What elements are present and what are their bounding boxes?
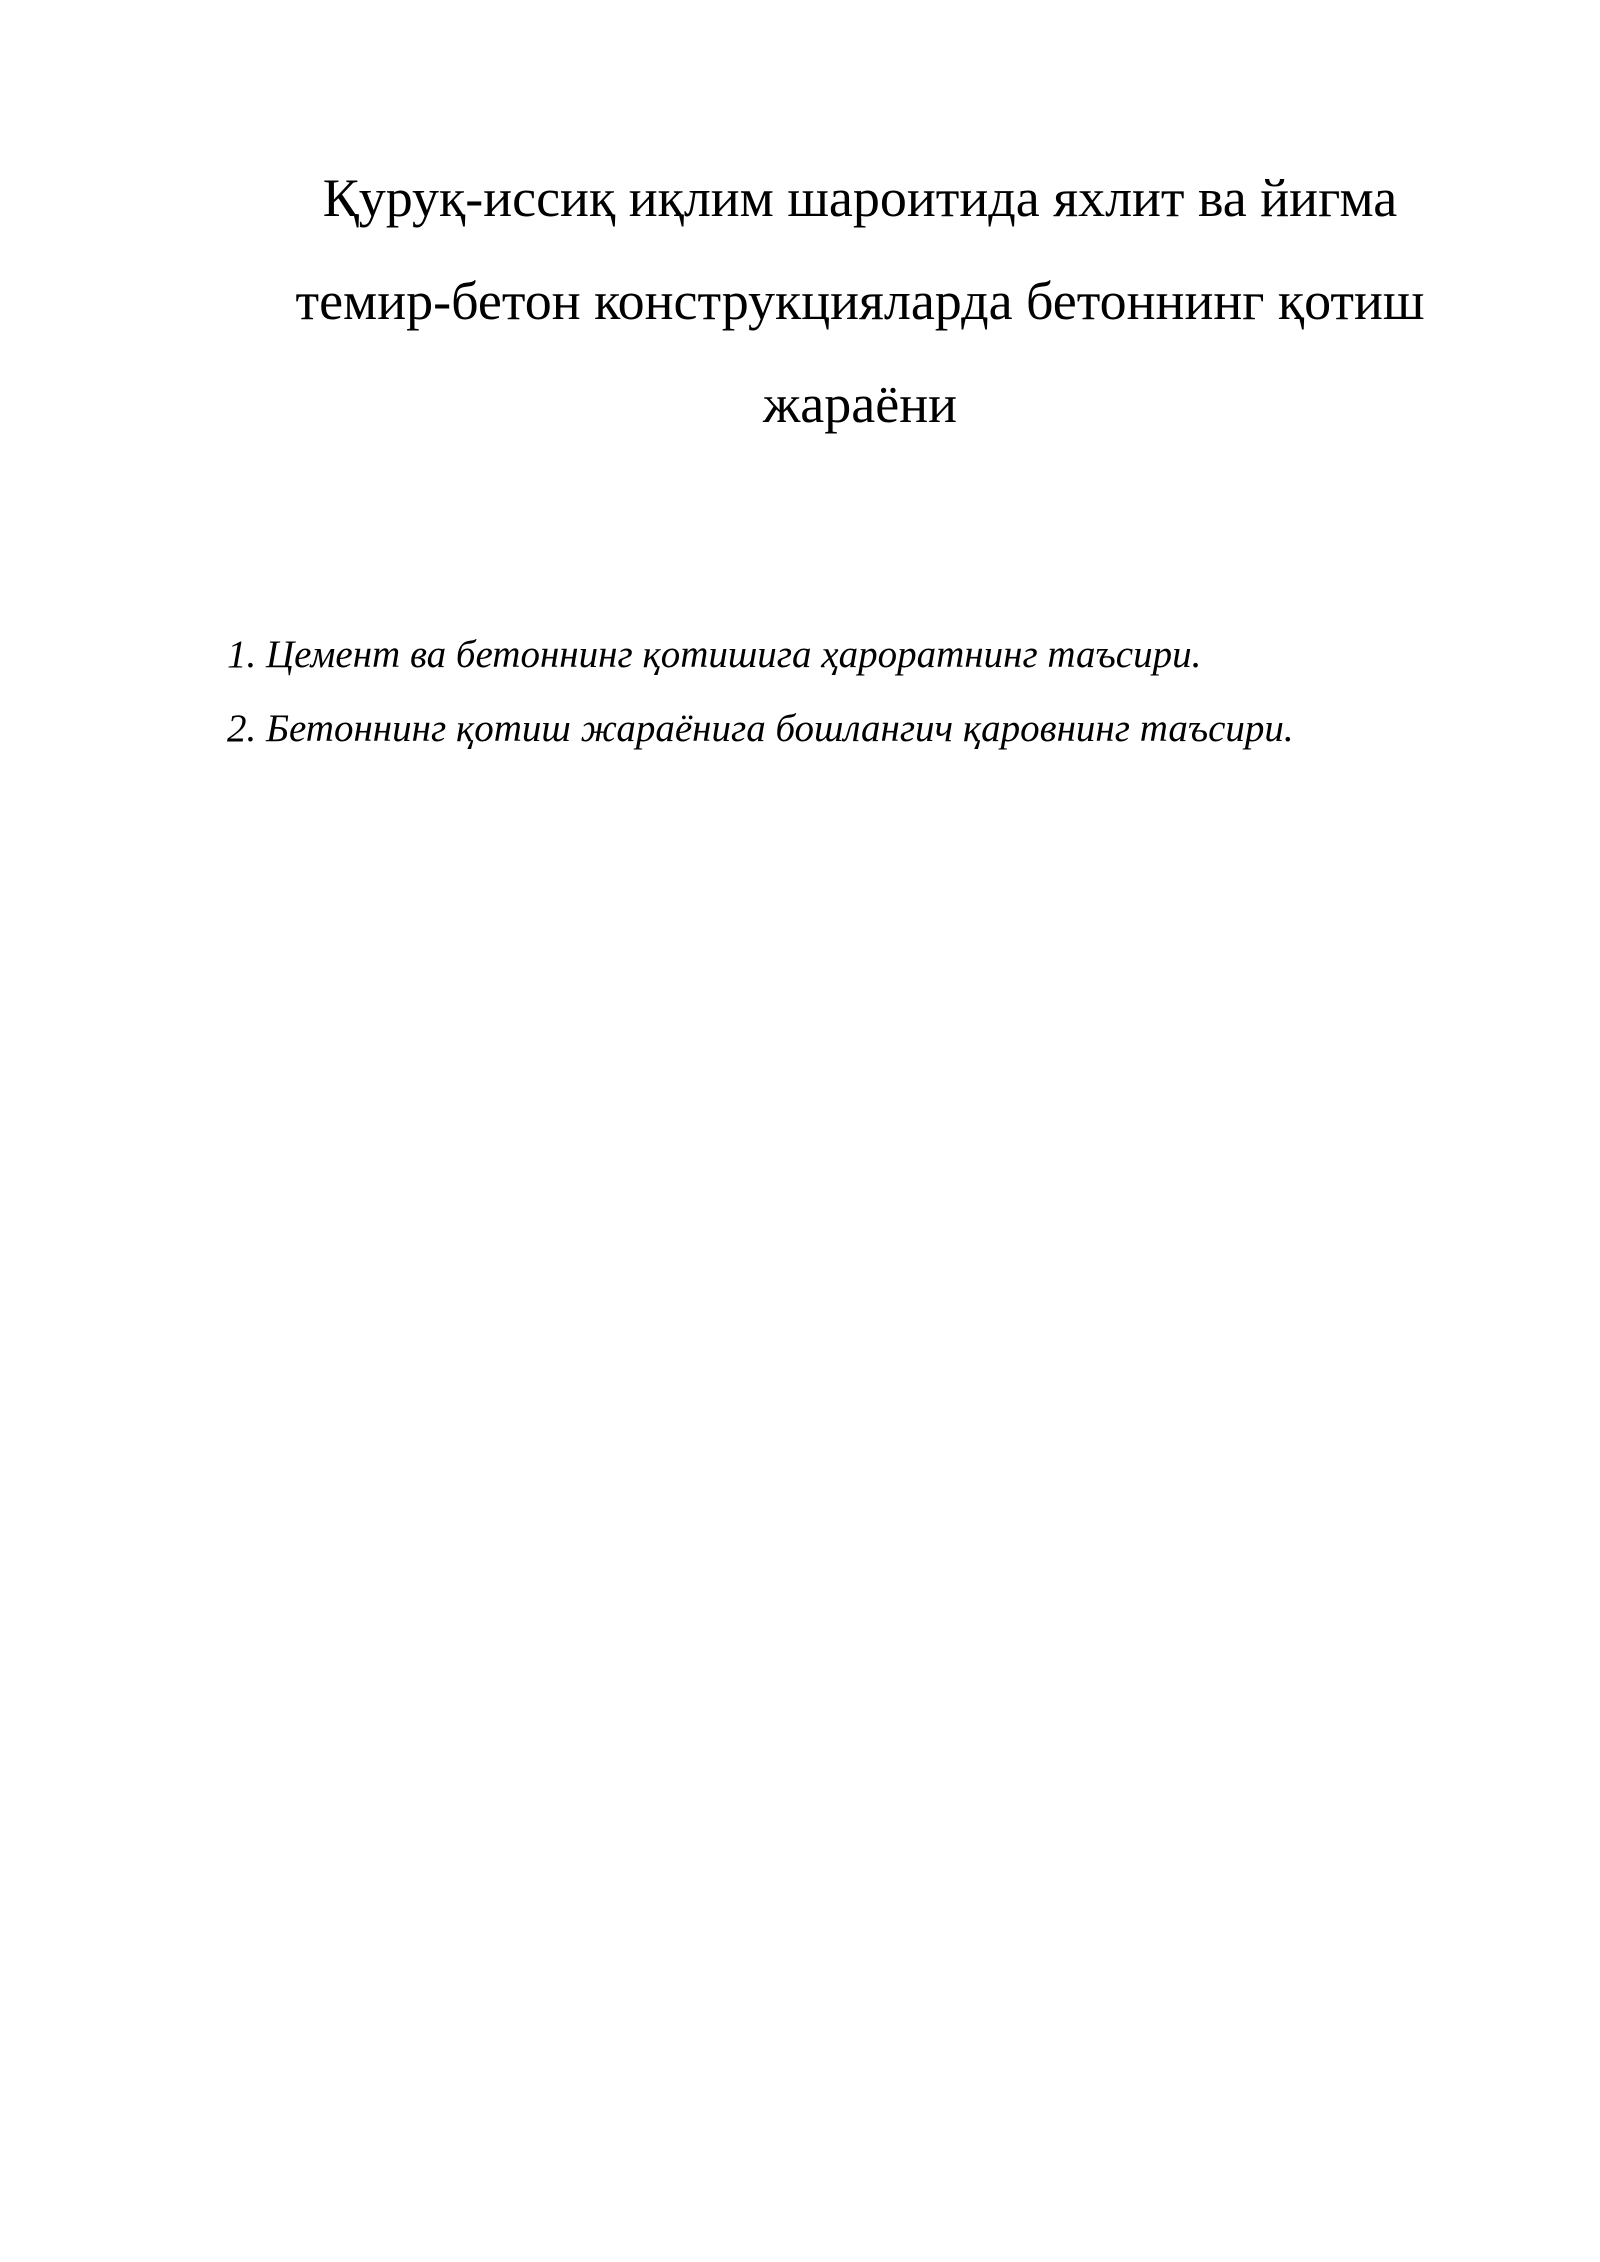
list-item: 2. Бетоннинг қотиш жараёнига бошлангич қаровнинг таъсири. xyxy=(227,707,1294,750)
topic-list xyxy=(227,618,1294,766)
document-title xyxy=(200,147,1520,456)
list-item: 1. Цемент ва бетоннинг қотишига ҳароратнинг таъсири. xyxy=(227,633,1202,676)
title-line-2: темир-бетон конструкцияларда бетоннинг қотиш xyxy=(295,271,1425,331)
title-line-3: жараёни xyxy=(762,374,957,434)
title-line-1: Қуруқ-иссиқ иқлим шароитида яхлит ва йигма xyxy=(322,168,1398,228)
